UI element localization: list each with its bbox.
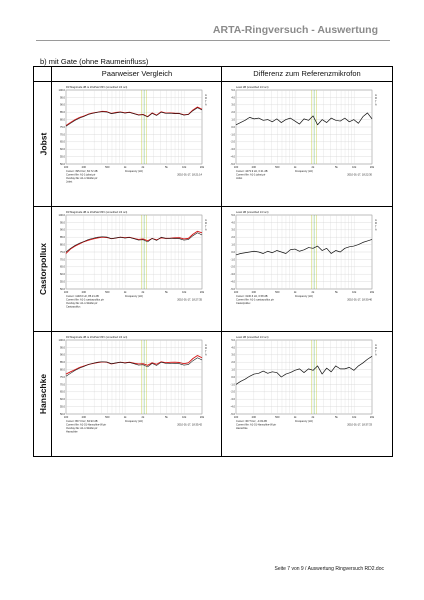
x-tick-label: 2k — [311, 166, 315, 169]
overlay-file: Overlay file: A1-1-Wolfer.pir — [66, 427, 98, 430]
fr-chart-svg — [54, 84, 220, 204]
x-tick-label: 5k — [165, 291, 168, 294]
arta-brand-letter: A — [375, 219, 377, 222]
x-tick-label: 500 — [105, 416, 110, 419]
x-tick-label: 1k — [293, 416, 297, 419]
y-tick-label: 95.0 — [59, 346, 65, 350]
plot-title: Level dB (smoothed 1/3 oct) — [236, 211, 269, 214]
y-tick-label: 2.0 — [231, 111, 235, 115]
y-tick-label: -4.0 — [230, 155, 235, 159]
y-tick-label: 60.0 — [59, 148, 65, 152]
diff-chart-svg — [224, 334, 390, 454]
fr-chart-svg — [54, 209, 220, 329]
measurement-date: 2010-01-17, 18:21:14 — [177, 173, 202, 177]
x-tick-label: 20k — [369, 291, 375, 294]
y-tick-label: -3.0 — [230, 148, 235, 152]
y-tick-label: -5.0 — [230, 162, 235, 166]
x-tick-label: 1k — [123, 416, 127, 419]
y-tick-label: 70.0 — [59, 383, 65, 387]
y-tick-label: 0.0 — [231, 125, 235, 129]
y-tick-label: 4.0 — [231, 221, 235, 225]
arta-brand-letter: A — [375, 228, 377, 232]
measurement-date: 2010-01-17, 18:35:42 — [177, 423, 202, 427]
y-tick-label: 70.0 — [59, 133, 65, 137]
y-tick-label: 90.0 — [59, 103, 65, 107]
measurement-name: Jobst — [66, 180, 73, 184]
x-tick-label: 500 — [105, 291, 110, 294]
y-tick-label: -2.0 — [230, 390, 235, 394]
y-tick-label: 95.0 — [59, 221, 65, 225]
x-tick-label: 20k — [199, 166, 205, 169]
y-tick-label: 65.0 — [59, 265, 65, 269]
column-header-difference: Differenz zum Referenzmikrofon — [253, 69, 361, 78]
fr-plot-hanschke — [54, 334, 220, 454]
x-axis-label: Frequency (Hz) — [125, 170, 143, 173]
results-table — [33, 66, 393, 457]
y-tick-label: 100.0 — [58, 213, 65, 217]
y-tick-label: 90.0 — [59, 228, 65, 232]
x-tick-label: 5k — [165, 166, 168, 169]
y-tick-label: 65.0 — [59, 140, 65, 144]
x-tick-label: 200 — [81, 291, 86, 294]
measurement-name: Castorpollux — [236, 302, 251, 305]
cursor-readout: Cursor: 395.0 Hz, 84.72 dB — [66, 170, 98, 173]
y-tick-label: 70.0 — [59, 258, 65, 262]
y-tick-label: 60.0 — [59, 398, 65, 402]
page-footer: Seite 7 von 9 / Auswertung Ringversuch RD2.doc — [274, 566, 384, 572]
x-tick-label: 200 — [251, 166, 256, 169]
y-tick-label: -3.0 — [230, 273, 235, 277]
y-tick-label: 5.0 — [231, 88, 235, 92]
y-tick-label: 55.0 — [59, 280, 65, 284]
x-tick-label: 100 — [233, 166, 239, 169]
arta-brand-letter: R — [205, 222, 207, 226]
x-tick-label: 2k — [141, 166, 145, 169]
measurement-date: 2010-01-17, 18:37:33 — [347, 423, 372, 427]
x-tick-label: 10k — [352, 166, 357, 169]
fr-plot-jobst — [54, 84, 220, 204]
arta-brand-letter: A — [205, 344, 207, 347]
overlay-file: Overlay file: A1-1-Wolfer.pir — [66, 302, 98, 305]
arta-brand-letter: A — [375, 94, 377, 97]
x-tick-label: 20k — [199, 291, 205, 294]
arta-brand-letter: T — [375, 225, 377, 229]
x-tick-label: 100 — [63, 166, 69, 169]
x-tick-label: 200 — [251, 291, 256, 294]
x-axis-label: Frequency (Hz) — [125, 295, 143, 298]
x-tick-label: 1k — [123, 166, 127, 169]
x-tick-label: 1k — [293, 166, 297, 169]
x-tick-label: 100 — [63, 291, 69, 294]
y-tick-label: 60.0 — [59, 273, 65, 277]
current-file: Current file: A1-01-Hanschke-W.pir — [66, 423, 107, 427]
y-tick-label: 3.0 — [231, 353, 235, 357]
arta-brand-letter: T — [205, 225, 207, 229]
measurement-name: Jobst — [236, 177, 243, 180]
y-tick-label: 100.0 — [58, 338, 65, 342]
y-tick-label: 1.0 — [231, 243, 235, 247]
y-tick-label: 50.0 — [59, 287, 65, 291]
diff-chart-svg — [224, 209, 390, 329]
arta-brand-letter: R — [205, 347, 207, 351]
table-divider — [34, 81, 392, 82]
current-file: Current file: A1-1-castorpollux.pir — [236, 298, 274, 302]
y-tick-label: 55.0 — [59, 155, 65, 159]
y-tick-label: -2.0 — [230, 140, 235, 144]
arta-brand-letter: R — [205, 97, 207, 101]
arta-brand-letter: T — [205, 350, 207, 354]
arta-brand-letter: R — [375, 347, 377, 351]
row-label-castorpollux: Castorpollux — [38, 243, 49, 295]
x-tick-label: 500 — [275, 416, 280, 419]
y-tick-label: 50.0 — [59, 412, 65, 416]
x-tick-label: 1k — [293, 291, 297, 294]
cursor-readout: Cursor: 807.0 Hz, 84.93 dB — [66, 420, 98, 423]
arta-brand-letter: A — [205, 353, 207, 357]
y-tick-label: 0.0 — [231, 375, 235, 379]
measurement-name: Hanschke — [66, 430, 78, 434]
plot-title: FR Magnitude dB re 20uPa/2.83V (smoothed 1/3 oct) — [66, 336, 128, 339]
x-axis-label: Frequency (Hz) — [125, 420, 143, 423]
section-heading: b) mit Gate (ohne Raumeinfluss) — [40, 57, 149, 66]
y-tick-label: -4.0 — [230, 280, 235, 284]
x-tick-label: 20k — [369, 416, 375, 419]
diff-plot-hanschke — [224, 334, 390, 454]
cursor-readout: Cursor: 3130.6 Hz, 0.58 dB — [236, 295, 268, 298]
x-tick-label: 100 — [233, 291, 239, 294]
y-tick-label: 1.0 — [231, 368, 235, 372]
cursor-readout: Cursor: 307.5 Hz, -0.03 dB — [236, 420, 267, 423]
x-tick-label: 5k — [335, 291, 338, 294]
x-axis-label: Frequency (Hz) — [295, 420, 313, 423]
y-tick-label: 4.0 — [231, 96, 235, 100]
measurement-name: Hanschke — [236, 427, 248, 430]
x-axis-label: Frequency (Hz) — [295, 170, 313, 173]
plot-title: Level dB (smoothed 1/3 oct) — [236, 336, 269, 339]
measurement-date: 2010-01-17, 18:30:40 — [347, 298, 372, 302]
y-tick-label: 95.0 — [59, 96, 65, 100]
cursor-readout: Cursor: 4473.9 Hz, 0.31 dB — [236, 170, 268, 173]
arta-brand-letter: R — [375, 97, 377, 101]
y-tick-label: -3.0 — [230, 398, 235, 402]
y-tick-label: 75.0 — [59, 125, 65, 129]
x-tick-label: 10k — [182, 291, 187, 294]
x-tick-label: 100 — [233, 416, 239, 419]
y-tick-label: 4.0 — [231, 346, 235, 350]
y-tick-label: -5.0 — [230, 287, 235, 291]
arta-brand-letter: A — [375, 353, 377, 357]
table-divider — [34, 331, 392, 332]
y-tick-label: 50.0 — [59, 162, 65, 166]
arta-brand-letter: R — [375, 222, 377, 226]
fr-chart-svg — [54, 334, 220, 454]
y-tick-label: 90.0 — [59, 353, 65, 357]
column-header-pairwise: Paarweiser Vergleich — [101, 69, 173, 78]
y-tick-label: -2.0 — [230, 265, 235, 269]
title-divider — [36, 40, 390, 41]
y-tick-label: -5.0 — [230, 412, 235, 416]
arta-brand-letter: A — [205, 103, 207, 107]
current-file: Current file: A1-1-castorpollux.pir — [66, 298, 104, 302]
x-tick-label: 5k — [335, 416, 338, 419]
arta-brand-letter: A — [375, 103, 377, 107]
x-tick-label: 200 — [81, 416, 86, 419]
x-tick-label: 5k — [165, 416, 168, 419]
arta-brand-letter: A — [205, 219, 207, 222]
y-tick-label: 55.0 — [59, 405, 65, 409]
y-tick-label: 85.0 — [59, 361, 65, 365]
y-tick-label: 80.0 — [59, 368, 65, 372]
x-tick-label: 2k — [311, 291, 315, 294]
plot-title: Level dB (smoothed 1/3 oct) — [236, 86, 269, 89]
plot-title: FR Magnitude dB re 20uPa/2.83V (smoothed 1/3 oct) — [66, 211, 128, 214]
arta-brand-letter: A — [205, 228, 207, 232]
y-tick-label: 5.0 — [231, 213, 235, 217]
arta-brand-letter: T — [375, 100, 377, 104]
measurement-date: 2010-01-17, 18:27:35 — [177, 298, 202, 302]
y-tick-label: -1.0 — [230, 258, 235, 262]
y-tick-label: 2.0 — [231, 236, 235, 240]
arta-brand-letter: T — [375, 350, 377, 354]
arta-brand-letter: A — [205, 94, 207, 97]
y-tick-label: -1.0 — [230, 383, 235, 387]
x-tick-label: 500 — [105, 166, 110, 169]
y-tick-label: 3.0 — [231, 228, 235, 232]
x-tick-label: 10k — [352, 291, 357, 294]
x-tick-label: 2k — [311, 416, 315, 419]
x-tick-label: 2k — [141, 291, 145, 294]
x-tick-label: 10k — [182, 416, 187, 419]
table-divider — [34, 206, 392, 207]
y-tick-label: 5.0 — [231, 338, 235, 342]
x-tick-label: 100 — [63, 416, 69, 419]
x-tick-label: 20k — [369, 166, 375, 169]
cursor-readout: Cursor: 1148.0 Hz, 85.21 dB — [66, 295, 99, 298]
x-tick-label: 200 — [81, 166, 86, 169]
y-tick-label: -1.0 — [230, 133, 235, 137]
row-label-hanschke: Hanschke — [38, 373, 49, 415]
y-tick-label: 80.0 — [59, 118, 65, 122]
current-file: Current file: A1-1-jobst.pir — [236, 173, 266, 177]
plot-title: FR Magnitude dB re 20uPa/2.83V (smoothed 1/3 oct) — [66, 86, 128, 89]
page-title: ARTA-Ringversuch - Auswertung — [212, 24, 378, 36]
measurement-name: Castorpollux — [66, 305, 81, 309]
x-axis-label: Frequency (Hz) — [295, 295, 313, 298]
y-tick-label: 0.0 — [231, 250, 235, 254]
x-tick-label: 200 — [251, 416, 256, 419]
current-file: Current file: A1-01-Hanschke-W.pir — [236, 423, 277, 427]
current-file: Current file: A1-1-jobst.pir — [66, 173, 96, 177]
diff-plot-castorpollux — [224, 209, 390, 329]
x-tick-label: 20k — [199, 416, 205, 419]
y-tick-label: 2.0 — [231, 361, 235, 365]
arta-brand-letter: A — [375, 344, 377, 347]
fr-plot-castorpollux — [54, 209, 220, 329]
y-tick-label: 65.0 — [59, 390, 65, 394]
y-tick-label: 80.0 — [59, 243, 65, 247]
y-tick-label: 75.0 — [59, 375, 65, 379]
arta-brand-letter: T — [205, 100, 207, 104]
y-tick-label: 3.0 — [231, 103, 235, 107]
table-divider — [221, 67, 222, 456]
y-tick-label: 85.0 — [59, 111, 65, 115]
x-tick-label: 10k — [352, 416, 357, 419]
x-tick-label: 500 — [275, 291, 280, 294]
diff-chart-svg — [224, 84, 390, 204]
x-tick-label: 10k — [182, 166, 187, 169]
overlay-file: Overlay file: A1-1-Wolfer.pir — [66, 177, 98, 180]
y-tick-label: 85.0 — [59, 236, 65, 240]
x-tick-label: 2k — [141, 416, 145, 419]
measurement-date: 2010-01-17, 18:22:30 — [347, 173, 372, 177]
y-tick-label: 1.0 — [231, 118, 235, 122]
x-tick-label: 1k — [123, 291, 127, 294]
row-label-jobst: Jobst — [38, 132, 49, 156]
y-tick-label: -4.0 — [230, 405, 235, 409]
y-tick-label: 100.0 — [58, 88, 65, 92]
y-tick-label: 75.0 — [59, 250, 65, 254]
diff-plot-jobst — [224, 84, 390, 204]
x-tick-label: 500 — [275, 166, 280, 169]
x-tick-label: 5k — [335, 166, 338, 169]
